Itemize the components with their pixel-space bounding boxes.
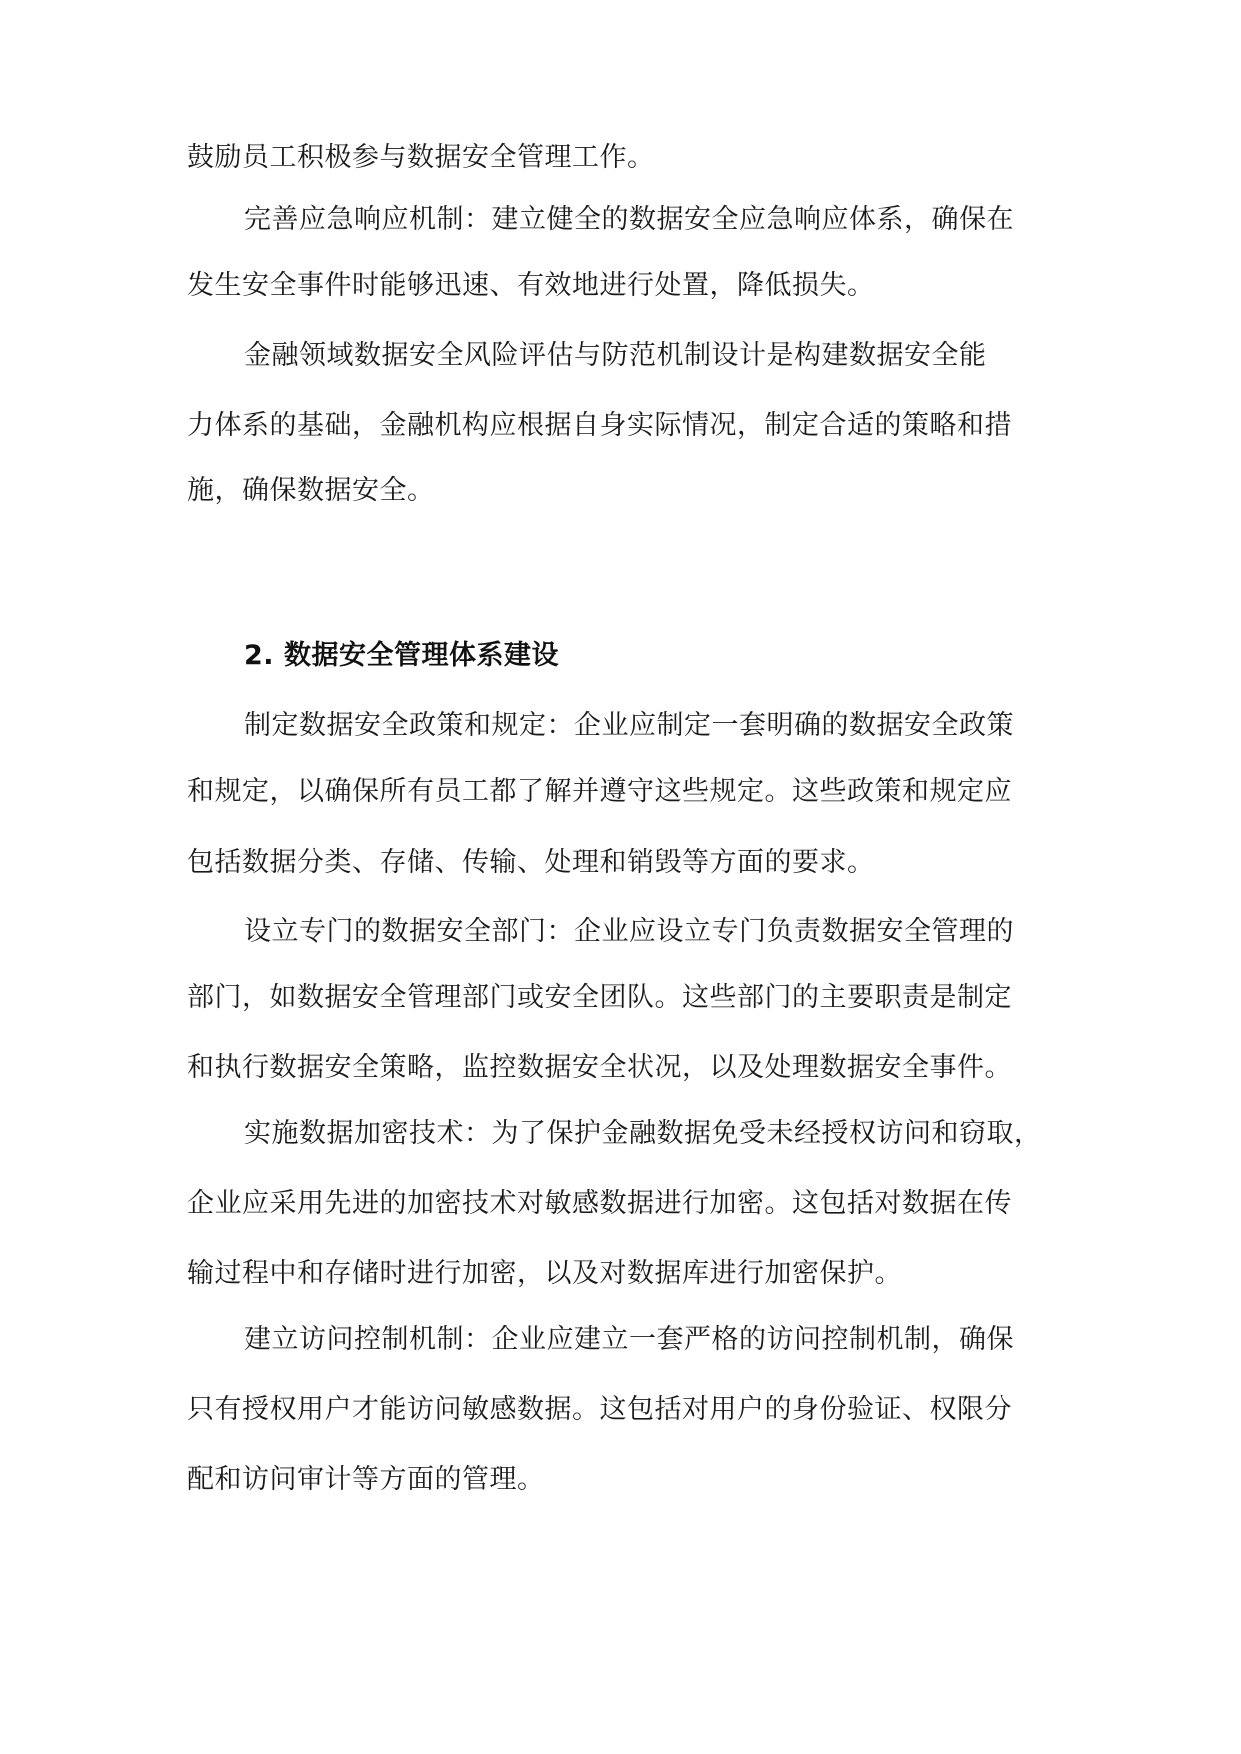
paragraph-line: 企业应采用先进的加密技术对敏感数据进行加密。这包括对数据在传 bbox=[187, 1188, 1012, 1219]
paragraph-line: 配和访问审计等方面的管理。 bbox=[187, 1464, 545, 1495]
paragraph-line: 鼓励员工积极参与数据安全管理工作。 bbox=[187, 142, 655, 173]
paragraph-line: 设立专门的数据安全部门：企业应设立专门负责数据安全管理的 bbox=[244, 916, 1014, 947]
paragraph-line: 施，确保数据安全。 bbox=[187, 475, 435, 506]
paragraph-line: 和规定，以确保所有员工都了解并遵守这些规定。这些政策和规定应 bbox=[187, 776, 1012, 807]
paragraph-line: 发生安全事件时能够迅速、有效地进行处置，降低损失。 bbox=[187, 270, 875, 301]
paragraph-line: 和执行数据安全策略，监控数据安全状况，以及处理数据安全事件。 bbox=[187, 1052, 1012, 1083]
paragraph-line: 完善应急响应机制：建立健全的数据安全应急响应体系，确保在 bbox=[244, 204, 1014, 235]
paragraph-line: 只有授权用户才能访问敏感数据。这包括对用户的身份验证、权限分 bbox=[187, 1394, 1012, 1425]
paragraph-line: 实施数据加密技术：为了保护金融数据免受未经授权访问和窃取， bbox=[244, 1118, 1042, 1149]
paragraph-line: 制定数据安全政策和规定：企业应制定一套明确的数据安全政策 bbox=[244, 710, 1014, 741]
paragraph-line: 部门，如数据安全管理部门或安全团队。这些部门的主要职责是制定 bbox=[187, 982, 1012, 1013]
paragraph-line: 金融领域数据安全风险评估与防范机制设计是构建数据安全能 bbox=[244, 340, 987, 371]
paragraph-line: 包括数据分类、存储、传输、处理和销毁等方面的要求。 bbox=[187, 847, 875, 878]
paragraph-line: 建立访问控制机制：企业应建立一套严格的访问控制机制，确保 bbox=[244, 1324, 1014, 1355]
paragraph-line: 力体系的基础，金融机构应根据自身实际情况，制定合适的策略和措 bbox=[187, 410, 1012, 441]
paragraph-line: 输过程中和存储时进行加密，以及对数据库进行加密保护。 bbox=[187, 1258, 902, 1289]
section-heading: 2. 数据安全管理体系建设 bbox=[244, 640, 559, 671]
